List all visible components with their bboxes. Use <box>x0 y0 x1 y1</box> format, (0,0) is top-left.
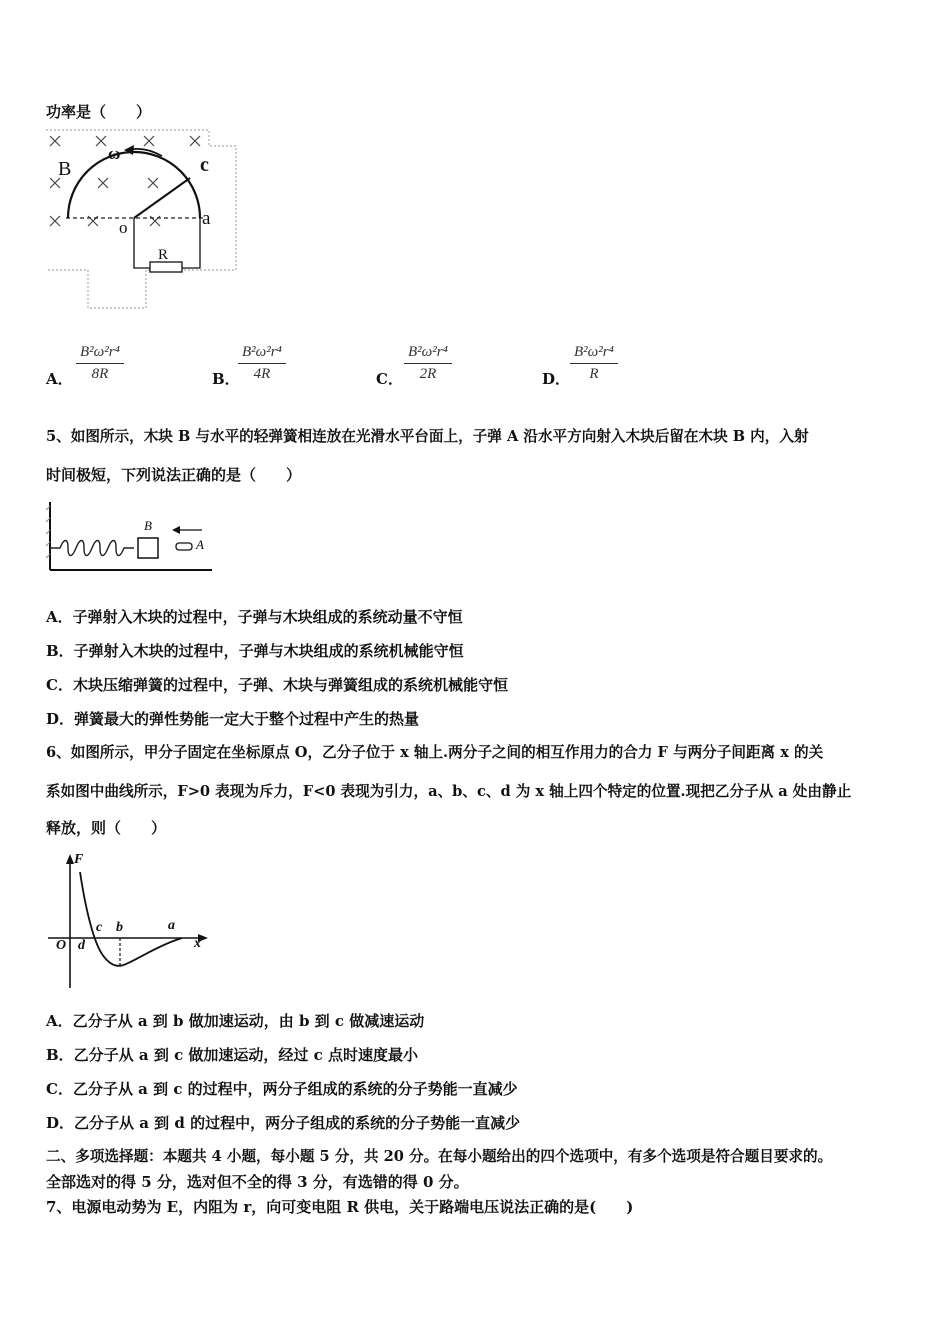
label-block-b: B <box>144 518 152 533</box>
q4-option-a-numerator: B²ω²r⁴ <box>76 344 124 364</box>
q5-option-c: C．木块压缩弹簧的过程中，子弹、木块与弹簧组成的系统机械能守恒 <box>46 676 508 694</box>
label-axis-f: F <box>74 852 84 867</box>
q4-option-b-fraction <box>238 344 286 383</box>
q6-option-b: B．乙分子从 a 到 c 做加速运动，经过 c 点时速度最小 <box>46 1046 418 1064</box>
q4-option-a-letter: A． <box>46 370 73 388</box>
q4-option-d-numerator: B²ω²r⁴ <box>570 344 618 364</box>
q6-figure <box>44 852 214 992</box>
label-B: B <box>58 158 72 180</box>
q4-option-c-fraction <box>404 344 452 383</box>
q4-option-d-denominator: R <box>589 366 599 382</box>
q4-option-c-letter: C． <box>376 370 403 388</box>
q5-diagram-svg <box>44 500 214 576</box>
q4-option-a-fraction <box>76 344 124 383</box>
q5-option-a: A．子弹射入木块的过程中，子弹与木块组成的系统动量不守恒 <box>46 608 463 626</box>
section2-heading-line2: 全部选对的得 5 分，选对但不全的得 3 分，有选错的得 0 分。 <box>46 1173 469 1191</box>
label-point-c: c <box>96 920 103 935</box>
q4-option-b-numerator: B²ω²r⁴ <box>238 344 286 364</box>
q6-stem-line2: 系如图中曲线所示，F>0 表现为斥力，F<0 表现为引力，a、b、c、d 为 x 轴上四个特定的位置.现把乙分子从 a 处由静止 <box>46 783 852 800</box>
label-omega: ω <box>108 144 121 163</box>
q4-option-d-fraction <box>570 344 618 383</box>
q5-figure <box>44 500 214 576</box>
label-point-a: a <box>168 918 175 933</box>
q5-stem-line2: 时间极短，下列说法正确的是（ ） <box>46 466 302 484</box>
q4-option-a-denominator: 8R <box>91 366 109 382</box>
q7-stem-line1: 7、电源电动势为 E，内阻为 r，向可变电阻 R 供电，关于路端电压说法正确的是( ) <box>46 1198 634 1216</box>
label-bullet-a: A <box>196 537 204 552</box>
q4-option-c-denominator: 2R <box>419 366 437 382</box>
q5-stem-line1: 5、如图所示，木块 B 与水平的轻弹簧相连放在光滑水平台面上，子弹 A 沿水平方向射入木块后留在木块 B 内，入射 <box>46 428 809 445</box>
q6-graph-svg <box>44 852 214 992</box>
q4-option-b-letter: B． <box>212 370 240 388</box>
label-R: R <box>158 247 169 263</box>
q4-intro: 功率是（ ） <box>46 103 152 121</box>
q5-option-d: D．弹簧最大的弹性势能一定大于整个过程中产生的热量 <box>46 710 420 728</box>
label-axis-x: x <box>194 936 201 951</box>
q6-stem-line3: 释放，则（ ） <box>46 819 167 837</box>
label-o: o <box>119 218 128 237</box>
q4-option-c-numerator: B²ω²r⁴ <box>404 344 452 364</box>
q6-option-a: A．乙分子从 a 到 b 做加速运动，由 b 到 c 做减速运动 <box>46 1012 425 1030</box>
q6-option-c: C．乙分子从 a 到 c 的过程中，两分子组成的系统的分子势能一直减少 <box>46 1080 518 1098</box>
label-origin-o: O <box>56 938 67 953</box>
section2-heading-line1: 二、多项选择题：本题共 4 小题，每小题 5 分，共 20 分。在每小题给出的四个选项中，有多个选项是符合题目要求的。 <box>46 1148 833 1165</box>
label-point-d: d <box>78 938 85 953</box>
label-c: c <box>200 154 209 176</box>
label-point-b: b <box>116 920 123 935</box>
q4-figure <box>44 128 244 313</box>
q4-option-d-letter: D． <box>542 370 571 388</box>
q4-diagram-svg <box>44 128 244 313</box>
q4-option-b-denominator: 4R <box>253 366 271 382</box>
label-a: a <box>202 208 211 229</box>
q6-stem-line1: 6、如图所示，甲分子固定在坐标原点 O，乙分子位于 x 轴上.两分子之间的相互作用力的合力 F 与两分子间距离 x 的关 <box>46 744 824 761</box>
q5-option-b: B．子弹射入木块的过程中，子弹与木块组成的系统机械能守恒 <box>46 642 464 660</box>
q6-option-d: D．乙分子从 a 到 d 的过程中，两分子组成的系统的分子势能一直减少 <box>46 1114 521 1132</box>
